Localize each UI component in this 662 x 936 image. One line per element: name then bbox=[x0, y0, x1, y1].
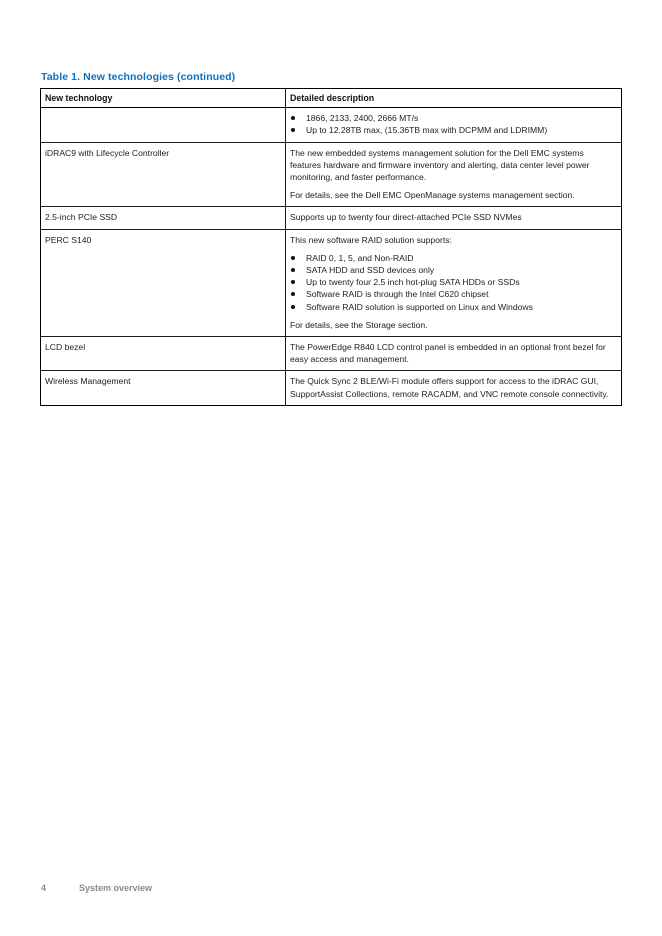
bullet-item bbox=[290, 264, 617, 276]
table-row bbox=[41, 371, 622, 405]
description-cell bbox=[286, 108, 622, 142]
bullet-icon bbox=[291, 292, 295, 296]
bullet-text: SATA HDD and SSD devices only bbox=[306, 265, 435, 276]
technology-cell: LCD bezel bbox=[41, 337, 286, 371]
technology-cell bbox=[41, 108, 286, 142]
bullet-list bbox=[290, 112, 617, 136]
description-paragraph: The Quick Sync 2 BLE/Wi-Fi module offers support for access to the iDRAC GUI, SupportAssist Collections, remote RACADM, and VNC remote console connectivity. bbox=[290, 376, 609, 399]
technology-cell: 2.5-inch PCIe SSD bbox=[41, 207, 286, 229]
description-cell bbox=[286, 337, 622, 371]
description-cell bbox=[286, 142, 622, 207]
table-caption: Table 1. New technologies (continued) bbox=[41, 71, 236, 83]
technology-cell: Wireless Management bbox=[41, 371, 286, 405]
table-header-row bbox=[41, 89, 622, 108]
bullet-text: RAID 0, 1, 5, and Non-RAID bbox=[306, 252, 414, 263]
page-number: 4 bbox=[41, 883, 47, 893]
table-row bbox=[41, 229, 622, 336]
table-body bbox=[41, 108, 622, 406]
description-cell bbox=[286, 207, 622, 229]
bullet-list bbox=[290, 252, 617, 313]
table-row bbox=[41, 337, 622, 371]
bullet-text: Up to twenty four 2.5 inch hot-plug SATA HDDs or SSDs bbox=[306, 277, 520, 288]
description-paragraph: This new software RAID solution supports: bbox=[290, 234, 452, 245]
technology-cell: PERC S140 bbox=[41, 229, 286, 336]
description-paragraph: The PowerEdge R840 LCD control panel is embedded in an optional front bezel for easy access and management. bbox=[290, 342, 606, 365]
column-header-technology: New technology bbox=[41, 89, 286, 108]
table-row bbox=[41, 207, 622, 229]
bullet-icon bbox=[291, 116, 295, 120]
bullet-item bbox=[290, 276, 617, 288]
bullet-item bbox=[290, 301, 617, 313]
bullet-icon bbox=[291, 280, 295, 284]
bullet-icon bbox=[291, 305, 295, 309]
bullet-icon bbox=[291, 268, 295, 272]
bullet-item bbox=[290, 252, 617, 264]
description-cell bbox=[286, 229, 622, 336]
column-header-description: Detailed description bbox=[286, 89, 622, 108]
bullet-item bbox=[290, 288, 617, 300]
bullet-item bbox=[290, 112, 617, 124]
description-paragraph: For details, see the Dell EMC OpenManage systems management section. bbox=[290, 190, 575, 201]
description-paragraph: The new embedded systems management solution for the Dell EMC systems features hardware and firmware inventory and alerting, data center level power monitoring, and faster performance. bbox=[290, 147, 590, 183]
bullet-text: 1866, 2133, 2400, 2666 MT/s bbox=[306, 113, 419, 124]
new-technologies-table bbox=[40, 88, 622, 406]
description-paragraph: For details, see the Storage section. bbox=[290, 319, 428, 330]
table-row bbox=[41, 108, 622, 142]
technology-cell: iDRAC9 with Lifecycle Controller bbox=[41, 142, 286, 207]
bullet-icon bbox=[291, 256, 295, 260]
bullet-text: Software RAID solution is supported on Linux and Windows bbox=[306, 301, 533, 312]
bullet-icon bbox=[291, 128, 295, 132]
bullet-item bbox=[290, 124, 617, 136]
bullet-text: Up to 12.28TB max, (15.36TB max with DCPMM and LDRIMM) bbox=[306, 125, 548, 136]
bullet-text: Software RAID is through the Intel C620 chipset bbox=[306, 289, 489, 300]
table-row bbox=[41, 142, 622, 207]
description-paragraph: Supports up to twenty four direct-attached PCIe SSD NVMes bbox=[290, 212, 522, 223]
footer-section-title: System overview bbox=[79, 883, 153, 893]
description-cell bbox=[286, 371, 622, 405]
